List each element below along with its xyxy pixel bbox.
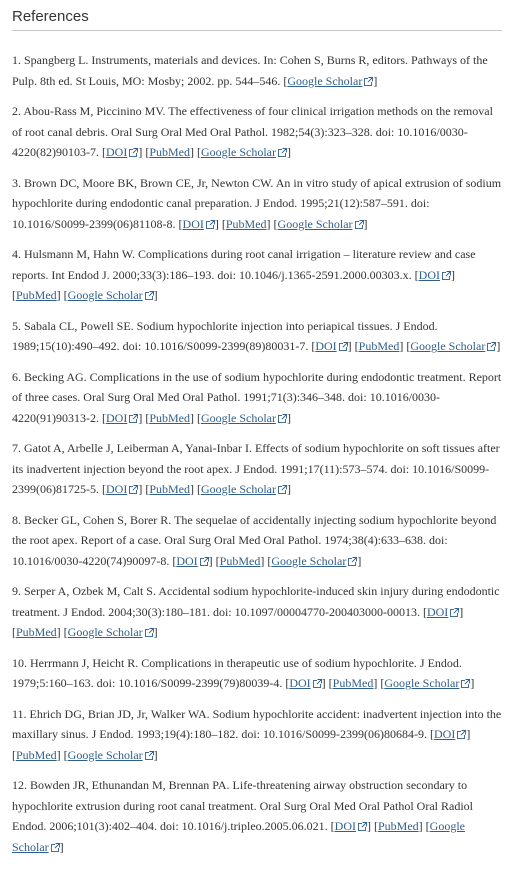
external-link-icon: [206, 220, 215, 229]
doi-link[interactable]: DOI: [183, 217, 215, 231]
doi-link[interactable]: DOI: [106, 145, 138, 159]
external-link-icon: [457, 730, 466, 739]
doi-link[interactable]: DOI: [427, 605, 459, 619]
external-link-icon: [355, 220, 364, 229]
reference-item: 4. Hulsmann M, Hahn W. Complications during root canal irrigation – literature review and case reports. Int Endod J. 2000;33(3):186–193. doi: 10.1046/j.1365-2591.2000.00303.x. [DOI ] [PubMed] [Google Scholar ]: [12, 247, 476, 302]
pubmed-link[interactable]: PubMed: [149, 482, 190, 496]
external-link-icon: [145, 291, 154, 300]
external-link-icon: [348, 557, 357, 566]
external-link-icon: [145, 628, 154, 637]
pubmed-link[interactable]: PubMed: [358, 339, 400, 353]
doi-link[interactable]: DOI: [315, 339, 347, 353]
external-link-icon: [339, 342, 348, 351]
external-link-icon: [278, 485, 287, 494]
google-scholar-link[interactable]: Google Scholar: [12, 819, 465, 854]
reference-text: 4. Hulsmann M, Hahn W. Complications during root canal irrigation – literature review and case reports. Int Endod J. 2000;33(3):186–193. doi: 10.1046/j.1365-2591.2000.00303.x.: [12, 247, 476, 282]
reference-item: 6. Becking AG. Complications in the use of sodium hypochlorite during endodontic treatment. Report of three cases. Oral Surg Oral Med Oral Pathol. 1991;71(3):346–348. doi: 10.1016/0030-4220(91)90313-2. [DOI ] [PubMed] [Google Scholar ]: [12, 369, 502, 425]
doi-link[interactable]: DOI: [419, 268, 451, 282]
external-link-icon: [278, 414, 287, 423]
pubmed-link[interactable]: PubMed: [16, 747, 57, 762]
external-link-icon: [51, 843, 60, 852]
external-link-icon: [129, 148, 138, 157]
external-link-icon: [129, 485, 138, 494]
pubmed-link[interactable]: PubMed: [16, 288, 57, 302]
external-link-icon: [442, 271, 451, 280]
doi-link[interactable]: DOI: [176, 554, 208, 568]
google-scholar-link[interactable]: Google Scholar: [278, 217, 364, 231]
google-scholar-link[interactable]: Google Scholar: [201, 145, 287, 159]
google-scholar-link[interactable]: Google Scholar: [68, 748, 154, 762]
reference-item: 3. Brown DC, Moore BK, Brown CE, Jr, Newton CW. An in vitro study of apical extrusion of sodium hypochlorite during endodontic canal preparation. J Endod. 1995;21(12):587–591. doi: 10.1016/S0099-2399(06)81108-8. [DOI ] [PubMed] [Google Scholar ]: [12, 175, 502, 231]
reference-item: 2. Abou-Rass M, Piccinino MV. The effectiveness of four clinical irrigation methods on the removal of root canal debris. Oral Surg Oral Med Oral Pathol. 1982;54(3):323–328. doi: 10.1016/0030-4220(82)90103-7. [DOI ] [PubMed] [Google Scholar ]: [12, 104, 493, 159]
google-scholar-link[interactable]: Google Scholar: [68, 625, 154, 639]
reference-item: 11. Ehrich DG, Brian JD, Jr, Walker WA. Sodium hypochlorite accident: inadvertent injection into the maxillary sinus. J Endod. 1993;19(4):180–182. doi: 10.1016/S0099-2399(06)80684-9. [DOI ] [PubMed] [Google Scholar ]: [12, 706, 502, 762]
pubmed-link[interactable]: PubMed: [149, 410, 190, 425]
reference-text: 10. Herrmann J, Heicht R. Complications in therapeutic use of sodium hypochlorite. J Endod. 1979;5:160–163. doi: 10.1016/S0099-2399(79)80039-4.: [12, 655, 462, 690]
reference-item: 7. Gatot A, Arbelle J, Leiberman A, Yanai-Inbar I. Effects of sodium hypochlorite on soft tissues after its inadvertent injection beyond the root apex. J Endod. 1991;17(11):573–574. doi: 10.1016/S0099-2399(06)81725-5. [DOI ] [PubMed] [Google Scholar ]: [12, 441, 500, 496]
reference-list: [12, 50, 502, 857]
pubmed-link[interactable]: PubMed: [149, 145, 190, 159]
reference-text: 6. Becking AG. Complications in the use of sodium hypochlorite during endodontic treatment. Report of three cases. Oral Surg Oral Med Oral Pathol. 1991;71(3):346–348. doi: 10.1016/0030-4220(91)90313-2.: [12, 369, 502, 425]
reference-text: 11. Ehrich DG, Brian JD, Jr, Walker WA. Sodium hypochlorite accident: inadvertent injection into the maxillary sinus. J Endod. 1993;19(4):180–182. doi: 10.1016/S0099-2399(06)80684-9.: [12, 706, 502, 741]
reference-text: 1. Spangberg L. Instruments, materials and devices. In: Cohen S, Burns R, editors. Pathways of the Pulp. 8th ed. St Louis, MO: Mosby; 2002. pp. 544–546.: [12, 53, 488, 88]
reference-text: 5. Sabala CL, Powell SE. Sodium hypochlorite injection into periapical tissues. J Endod. 1989;15(10):490–492. doi: 10.1016/S0099-2399(89)80031-7.: [12, 318, 438, 353]
doi-link[interactable]: DOI: [434, 727, 466, 741]
section-title: References: [12, 6, 502, 31]
external-link-icon: [145, 751, 154, 760]
external-link-icon: [200, 557, 209, 566]
doi-link[interactable]: DOI: [289, 676, 321, 690]
reference-item: 10. Herrmann J, Heicht R. Complications in therapeutic use of sodium hypochlorite. J Endod. 1979;5:160–163. doi: 10.1016/S0099-2399(79)80039-4. [DOI ] [PubMed] [Google Scholar ]: [12, 655, 475, 690]
external-link-icon: [364, 77, 373, 86]
doi-link[interactable]: DOI: [335, 819, 367, 833]
google-scholar-link[interactable]: Google Scholar: [201, 411, 287, 425]
reference-item: 8. Becker GL, Cohen S, Borer R. The sequelae of accidentally injecting sodium hypochlorite beyond the root apex. Report of a case. Oral Surg Oral Med Oral Pathol. 1974;38(4):633–638. doi: 10.1016/0030-4220(74)90097-8. [DOI ] [PubMed] [Google Scholar ]: [12, 512, 497, 568]
google-scholar-link[interactable]: Google Scholar: [410, 339, 496, 353]
reference-text: 12. Bowden JR, Ethunandan M, Brennan PA. Life-threatening airway obstruction secondary to hypochlorite extrusion during root canal treatment. Oral Surg Oral Med Oral Pathol Oral Radiol Endod. 2006;101(3):402–404. doi: 10.1016/j.tripleo.2005.06.021.: [12, 778, 473, 833]
external-link-icon: [461, 679, 470, 688]
reference-text: 3. Brown DC, Moore BK, Brown CE, Jr, Newton CW. An in vitro study of apical extrusion of sodium hypochlorite during endodontic canal preparation. J Endod. 1995;21(12):587–591. doi: 10.1016/S0099-2399(06)81108-8.: [12, 175, 502, 231]
google-scholar-link[interactable]: Google Scholar: [384, 676, 470, 690]
reference-text: 9. Serper A, Ozbek M, Calt S. Accidental sodium hypochlorite-induced skin injury during endodontic treatment. J Endod. 2004;30(3):180–181. doi: 10.1097/00004770-200403000-00013.: [12, 584, 500, 619]
doi-link[interactable]: DOI: [106, 482, 138, 496]
external-link-icon: [129, 414, 138, 423]
pubmed-link[interactable]: PubMed: [332, 676, 374, 690]
reference-text: 7. Gatot A, Arbelle J, Leiberman A, Yanai-Inbar I. Effects of sodium hypochlorite on soft tissues after its inadvertent injection beyond the root apex. J Endod. 1991;17(11):573–574. doi: 10.1016/S0099-2399(06)81725-5.: [12, 441, 500, 496]
reference-text: 2. Abou-Rass M, Piccinino MV. The effectiveness of four clinical irrigation methods on the removal of root canal debris. Oral Surg Oral Med Oral Pathol. 1982;54(3):323–328. doi: 10.1016/0030-4220(82)90103-7.: [12, 104, 493, 159]
doi-link[interactable]: DOI: [106, 411, 138, 425]
external-link-icon: [278, 148, 287, 157]
pubmed-link[interactable]: PubMed: [16, 625, 57, 639]
google-scholar-link[interactable]: Google Scholar: [287, 74, 373, 88]
reference-text: 8. Becker GL, Cohen S, Borer R. The sequelae of accidentally injecting sodium hypochlorite beyond the root apex. Report of a case. Oral Surg Oral Med Oral Pathol. 1974;38(4):633–638. doi: 10.1016/0030-4220(74)90097-8.: [12, 512, 497, 568]
external-link-icon: [358, 822, 367, 831]
reference-item: 1. Spangberg L. Instruments, materials and devices. In: Cohen S, Burns R, editors. Pathways of the Pulp. 8th ed. St Louis, MO: Mosby; 2002. pp. 544–546. [Google Scholar ]: [12, 53, 488, 88]
pubmed-link[interactable]: PubMed: [219, 553, 261, 568]
reference-item: 9. Serper A, Ozbek M, Calt S. Accidental sodium hypochlorite-induced skin injury during endodontic treatment. J Endod. 2004;30(3):180–181. doi: 10.1097/00004770-200403000-00013. [DOI ] [PubMed] [Google Scholar ]: [12, 584, 500, 639]
reference-item: 12. Bowden JR, Ethunandan M, Brennan PA. Life-threatening airway obstruction secondary to hypochlorite extrusion during root canal treatment. Oral Surg Oral Med Oral Pathol Oral Radiol Endod. 2006;101(3):402–404. doi: 10.1016/j.tripleo.2005.06.021. [DOI ] [PubMed] [Google Scholar ]: [12, 778, 473, 854]
reference-item: 5. Sabala CL, Powell SE. Sodium hypochlorite injection into periapical tissues. J Endod. 1989;15(10):490–492. doi: 10.1016/S0099-2399(89)80031-7. [DOI ] [PubMed] [Google Scholar ]: [12, 318, 501, 353]
google-scholar-link[interactable]: Google Scholar: [201, 482, 287, 496]
external-link-icon: [487, 342, 496, 351]
google-scholar-link[interactable]: Google Scholar: [68, 288, 154, 302]
external-link-icon: [313, 679, 322, 688]
pubmed-link[interactable]: PubMed: [225, 216, 267, 231]
pubmed-link[interactable]: PubMed: [377, 819, 419, 833]
google-scholar-link[interactable]: Google Scholar: [271, 554, 357, 568]
external-link-icon: [450, 608, 459, 617]
